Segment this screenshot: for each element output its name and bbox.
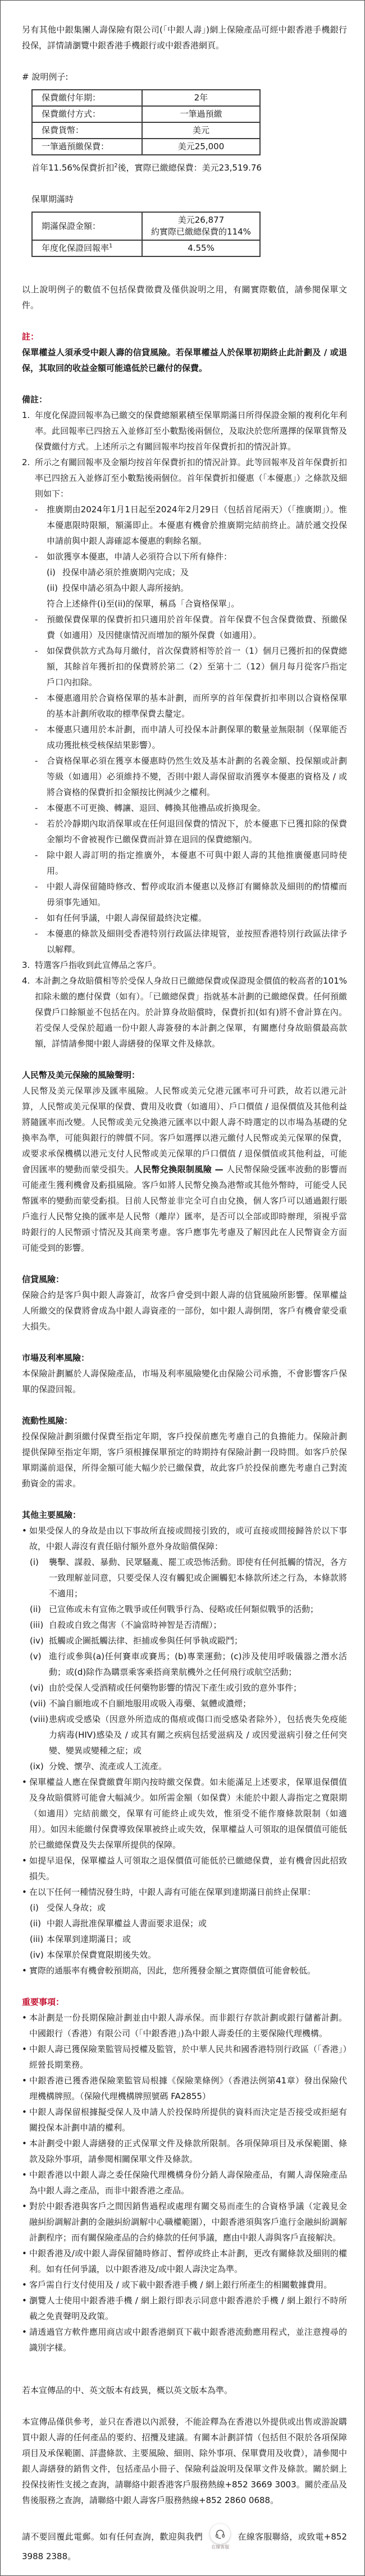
footnote-ref-1: 1 (109, 243, 113, 249)
credit-risk-heading: 信貸風險： (22, 1274, 65, 1284)
promo-term-item: - 如有任何爭議，中銀人壽保留最終決定權。 (35, 913, 207, 923)
promo-term-item: - 推廣期由2024年1月1日起至2024年2月29日（包括首尾兩天）（「推廣期」）。惟本優惠限時限額，額滿即止。本優惠有機會於推廣期完結前終止。請於遞交投保申請前與中銀人壽確認本優惠的剩餘名額。 (35, 504, 347, 546)
important-item: • 中銀香港以中銀人壽之委任保險代理機構身份分銷人壽保險產品，有關人壽保險產品為中銀人壽之產品，而非中銀香港之產品。 (22, 2170, 347, 2196)
promo-term-item: - 除中銀人壽訂明的指定推廣外，本優惠不可與中銀人壽的其他推廣優惠同時使用。 (35, 850, 347, 876)
condition-item: (ii) 投保申請必須為中銀人壽所接納。 (47, 583, 189, 593)
legal-disclaimer: 本宣傳品僅供參考，並只在香港以內派發，不能詮釋為在香港以外提供或出售或游說購買中銀人壽的任何產品的要約、招攬及建議。有關本計劃詳情（包括但不限於各項保障項目及承保範圍、詳盡條款、主要風險、細則、除外事項、保單費用及收費），請參閱中銀人壽繕發的銷售文件，包括產品小冊子、保險利益說明及保單文件及條款。關於網上投保技術性支援之查詢，請聯絡中銀香港客戶服務熱線+852 3669 3003。關於產品及售後服務之查詢，請聯絡中銀人壽客戶服務熱線+852 2860 0688。 (22, 2417, 347, 2505)
remarks-heading: 備註： (22, 394, 48, 405)
remark-item-1: 1. 年度化保證回報率為已繳交的保費總額累積至保單期滿日所得保證金額的複利化年利率。此回報率已四捨五入並修訂至小數點後兩個位，及取決於您所選擇的保單貨幣及保費繳付方式。上述所示之有關回報率均按首年保費折扣的情況計算。 (22, 410, 347, 452)
exclusion-item: (ii) 已宣佈或未有宣佈之戰爭或任何戰爭行為、侵略或任何類似戰爭的活動； (30, 1604, 319, 1614)
online-service-label: 在線客服 (211, 2545, 230, 2550)
condition-item: (i) 投保申請必須於推廣期內完成；及 (47, 567, 189, 577)
table-row (32, 139, 260, 155)
risk-bullet: • 實際的通脹率有機會較預期高，因此，您所獲發金額之實際價值可能會較低。 (22, 1966, 316, 1976)
promo-term-item: - 若於冷靜期內取消保單或在任何退回保費的情況下，於本優惠下已獲扣除的保費金額均不會被視作已繳保費而計算在退回的保費總額內。 (35, 819, 347, 844)
termination-item: (iii) 本保單到達期滿日；或 (30, 1934, 131, 1944)
important-item: • 本計劃受中銀人壽繕發的正式保單文件及條款所限制。各項保障項目及承保範圍、條款及除外事項，請參閱相關保單文件及條款。 (22, 2138, 347, 2164)
row-label: 年度化保證回報率$^1$ (32, 240, 142, 256)
row-label: 保費貨幣： (32, 122, 142, 139)
closing-line: 請不要回覆此電郵。如有任何查詢，歡迎與我們 在線客服 在線客服聯絡，或致電+852 3988 2388。 (22, 2524, 347, 2564)
row-value: 美元 (142, 122, 260, 139)
important-item: • 中銀香港及/或中銀人壽保留隨時修訂、暫停或終止本計劃，更改有關條款及細則的權利。如有任何爭議，以中銀香港及/或中銀人壽決定為準。 (22, 2248, 347, 2274)
headset-icon[interactable] (210, 2524, 230, 2544)
important-item: • 瀏覽人士使用中銀香港手機 / 網上銀行即表示同意中銀香港於手機 / 網上銀行不時所載之免責聲明及政策。 (22, 2295, 347, 2321)
row-label: 期滿保證金額： (32, 212, 142, 240)
risk-bullet: • 如果受保人的身故是由以下事故所直接或間接引致的，或可直接或間接歸咎於以下事故，中銀人壽沒有責任賠付額外意外身故賠償保障： (22, 1526, 347, 1551)
risk-bullet: • 如提早退保，保單權益人可領取之退保價值可能低於已繳總保費，並有機會因此招致損失。 (22, 1856, 347, 1881)
remark-item-2: 2. 所示之有關回報率及金額均按首年保費折扣的情況計算。此等回報率及首年保費折扣率已四捨五入並修訂至小數點後兩個位。首年保費折扣優惠（「本優惠」）之條款及細則如下： (22, 457, 347, 499)
intro-paragraph: 另有其他中銀集團人壽保險有限公司(「中銀人壽」)網上保險產品可經中銀香港手機銀行投保，詳情請瀏覽中銀香港手機銀行或中銀香港網頁。 (22, 25, 347, 50)
maturity-table (31, 212, 261, 257)
promo-term-item: - 如欲獲享本優惠，申請人必須符合以下所有條件： (35, 552, 232, 562)
row-label: 一筆過預繳保費： (32, 139, 142, 155)
condition-tail: 符合上述條件(i)至(ii)的保單，稱爲「合資格保單」。 (47, 599, 240, 609)
maturity-title: 保單期滿時 (31, 194, 74, 204)
example-heading: # 說明例子: (22, 72, 69, 82)
important-item: • 中銀人壽已獲保險業監管局授權及監管，於中華人民共和國香港特別行政區（「香港」）經營長期業務。 (22, 2044, 347, 2070)
termination-item: (i) 受保人身故；或 (30, 1903, 106, 1913)
risk-bullet: • 保單權益人應在保費繳費年期內按時繳交保費。如未能滿足上述要求，保單退保價值及身故賠償將可能會大幅減少。如所需金額（如保費）未能於中銀人壽指定之寬限期（如適用）完結前繳交，保單有可能終止或失效，惟須受不能作廢條款限制（如適用）。如因未能繳付保費導致保單被終止或失效，保單權益人可領取的退保價值可能低於已繳總保費及失去保單所提供的保障。 (22, 1777, 347, 1850)
market-risk-body: 本保險計劃屬於人壽保險產品，市場及利率風險變化由保險公司承擔，不會影響客戶保單的保證回報。 (22, 1369, 347, 1394)
row-value: 美元26,877 約實際已繳總保費的114% (142, 212, 260, 240)
important-item: • 請透過官方軟件應用商店或中銀香港網頁下載中銀香港流動應用程式，並注意搜尋的識別字樣。 (22, 2327, 347, 2353)
language-note: 若本宣傳品的中、英文版本有歧異，概以英文版本為準。 (22, 2385, 233, 2395)
table-row (32, 122, 260, 139)
promo-term-item: - 本優惠只適用於本計劃，而申請人可投保本計劃保單的數量並無限制（保單能否成功獲批核受核保結果影響）。 (35, 724, 347, 750)
row-value: 美元25,000 (142, 139, 260, 155)
table-row (32, 106, 260, 122)
exclusion-item: (i) 襲擊、謀殺、暴動、民眾騷亂、罷工或恐怖活動。即使有任何抵觸的情況，各方一致理解並同意，只要受保人沒有觸犯或企圖觸犯本條款所述之行為，本條款將不適用； (30, 1557, 347, 1599)
exclusion-item: (v) 進行或參與(a)任何賽車或賽馬；(b)專業運動；(c)涉及使用呼吸儀器之潛水活動；或(d)除作為購票乘客乘搭商業航機外之任何飛行或航空活動； (30, 1651, 347, 1677)
premium-example-table (31, 89, 261, 155)
promo-term-item: - 本優惠適用於合資格保單的基本計劃，而所享的首年保費折扣率則以合資格保單的基本計劃所收取的標準保費去釐定。 (35, 693, 347, 719)
table-row (32, 212, 260, 240)
termination-item: (iv) 本保單於保費寬限期後失效。 (30, 1950, 157, 1960)
row-value: 2年 (142, 90, 260, 106)
exclusion-item: (viii) 患病或受感染（因意外所造成的傷痕或傷口而受感染者除外），包括喪失免疫能力病毒(HIV)感染及 / 或其有關之疾病包括愛滋病及 / 或因愛滋病引發之任何突變、變異或變種之症；或 (30, 1714, 347, 1756)
row-label: 保費繳付年期： (32, 90, 142, 106)
important-item: • 客戶需自行支付使用及 / 或下載中銀香港手機 / 網上銀行所產生的相關數據費用。 (22, 2280, 332, 2290)
important-item: • 對於中銀香港與客戶之間因銷售過程或處理有關交易而產生的合資格爭議（定義見金融糾紛調解計劃的金融糾紛調解中心職權範圍），中銀香港須與客戶進行金融糾紛調解計劃程序；而有關保險產品的合約條款的任何爭議，應由中銀人壽與客戶直接解決。 (22, 2201, 347, 2243)
promo-term-item: - 如保費供款方式為每月繳付，首次保費將相等於首一（1）個月已獲折扣的保費總額，其餘首年獲折扣的保費將於第二（2）至第十二（12）個月每月從客戶指定戶口內扣除。 (35, 646, 347, 687)
note-body: 保單權益人須承受中銀人壽的信貸風險。若保單權益人於保單初期終止此計劃及 / 或退保，其取回的收益金額可能遠低於已繳付的保費。 (22, 347, 347, 373)
liquidity-risk-heading: 流動性風險： (22, 1416, 73, 1426)
remark-item-4: 4. 本計劃之身故賠償相等於受保人身故日已繳總保費或保證現金價值的較高者的101%扣除未繳的應付保費（如有）。「已繳總保費」指就基本計劃的已繳總保費。任何預繳保費戶口餘額並不包括在內。於計算身故賠償時，保費折扣(如有)將不會計算在內。若受保人受保於超過一份中銀人壽簽發的本計劃之保單，有關應付身故賠償最高款額，詳情請參閱中銀人壽繕發的保單文件及條款。 (22, 976, 347, 1049)
footnote-ref-2: 2 (114, 163, 118, 169)
promo-term-item: - 預繳保費保單的保費折扣只適用於首年保費。首年保費不包含保費徵費、預繳保費（如適用）及因健康情況而增加的額外保費（如適用）。 (35, 614, 347, 640)
promo-term-item: - 本優惠不可更換、轉讓、退回、轉換其他禮品或折換現金。 (35, 803, 266, 813)
other-risks-heading: 其他主要風險： (22, 1510, 81, 1520)
table-row (32, 90, 260, 106)
table-row (32, 240, 260, 256)
liquidity-risk-body: 投保保險計劃須繳付保費至指定年期，客戶投保前應先考慮自己的負擔能力。保險計劃提供保障至指定年期，客戶須根據保單預定的時期持有保險計劃一段時間。如客戶於保單期滿前退保，所得金額可能大幅少於已繳保費，故此客戶於投保前應先考慮自己對流動資金的需求。 (22, 1431, 347, 1489)
note-heading: 註： (22, 332, 39, 342)
rmb-risk-body: 人民幣及美元保單涉及匯率風險。人民幣或美元兌港元匯率可升可跌，故若以港元計算，人民幣或美元保單的保費、費用及收費（如適用）、戶口價值 / 退保價值及其他利益將隨匯率而改變。人民幣或美元兌換港元匯率以中銀人壽不時選定的以市場為基礎的兌換率為準，可能與銀行的牌價不同。客戶如選擇以港元繳付人民幣或美元保單的保費，或要求承保機構以港元支付人民幣或美元保單的戶口價值 / 退保價值或其他利益，可能會因匯率的變動而蒙受損失。人民幣兌換限制風險 — 人民幣保險受匯率波動的影響而可能產生獲利機會及虧損風險。客戶如將人民幣兌換為港幣或其他外幣時，可能受人民幣匯率的變動而蒙受虧損。目前人民幣並非完全可自由兌換，個人客戶可以通過銀行賬戶進行人民幣兌換的匯率是人民幣（離岸）匯率，是否可以全部或即時辦理，須視乎當時銀行的人民幣頭寸情況及其商業考慮。客戶應事先考慮及了解因此在人民幣資金方面可能受到的影響。 (22, 1086, 347, 1253)
risk-bullet: • 在以下任何一種情況發生時，中銀人壽有可能在保單到達期滿日前終止保單： (22, 1887, 316, 1897)
exclusion-item: (iii) 自殺或自致之傷害（不論當時神智是否清醒）； (30, 1620, 222, 1630)
discount-note: 首年11.56%保費折扣$^2$後，實際已繳總保費：美元23,519.76 (31, 163, 262, 173)
rmb-conversion-risk-inline: 人民幣兌換限制風險 — (134, 1164, 227, 1174)
important-item: • 本計劃是一份長期保險計劃並由中銀人壽承保。而非銀行存款計劃或銀行儲蓄計劃。中國銀行（香港）有限公司（「中銀香港」)為中銀人壽委任的主要保險代理機構。 (22, 2013, 347, 2038)
promo-term-item: - 合資格保單必須在獲享本優惠時仍然生效及基本計劃的名義金額、投保額或計劃等級（如適用）必須維持不變，否則中銀人壽保留取消獲享本優惠的資格及 / 或將合資格的保費折扣金額按比例減少之權利。 (35, 756, 347, 797)
example-disclaimer: 以上說明例子的數值不包括保費徵費及僅供說明之用，有關實際數值，請參閱保單文件。 (22, 284, 347, 310)
termination-item: (ii) 中銀人壽批准保單權益人書面要求退保；或 (30, 1918, 207, 1928)
important-notes-heading: 重要事項： (22, 1997, 65, 2007)
credit-risk-body: 保險合約是客戶與中銀人壽簽訂，故客戶會受到中銀人壽的信貸風險所影響。保單權益人所繳交的保費將會成為中銀人壽資產的一部份，如中銀人壽倒閉，客戶有機會蒙受重大損失。 (22, 1290, 347, 1331)
exclusion-item: (vii) 不論自願地或不自願地服用或吸入毒藥、氣體或濃煙； (30, 1698, 252, 1709)
important-item: • 中銀人壽保留根據擬受保人及申請人於投保時所提供的資料而決定是否接受或拒絕有關投保本計劃申請的權利。 (22, 2107, 347, 2133)
row-value: 一筆過預繳 (142, 106, 260, 122)
promo-term-item: - 中銀人壽保留隨時修改、暫停或取消本優惠以及修訂有關條款及細則的酌情權而毋須事先通知。 (35, 881, 347, 907)
exclusion-item: (vi) 由於受保人受酒精或任何藥物影響的情況下產生或引致的意外事件； (30, 1683, 302, 1693)
online-customer-service-button[interactable] (207, 2524, 233, 2549)
remark-item-3: 3. 特選客戶指收到此宣傳品之客戶。 (22, 960, 162, 970)
exclusion-item: (iv) 抵觸或企圖抵觸法律、拒捕或參與任何爭執或毆鬥； (30, 1636, 243, 1646)
rmb-risk-heading: 人民幣及美元保險的風險聲明： (22, 1070, 140, 1080)
row-label: 保費繳付方式： (32, 106, 142, 122)
exclusion-item: (ix) 分娩、懷孕、流產或人工流產。 (30, 1761, 167, 1771)
promo-term-item: - 本優惠的條款及細則受香港特別行政區法律規管，並按照香港特別行政區法律予以解釋。 (35, 929, 347, 954)
market-risk-heading: 市場及利率風險： (22, 1353, 90, 1363)
row-value: 4.55% (142, 240, 260, 256)
important-item: • 中銀香港已獲香港保險業監管局根據《保險業條例》（香港法例第41章）發出保險代理機構牌照。（保險代理機構牌照號碼 FA2855） (22, 2076, 347, 2101)
